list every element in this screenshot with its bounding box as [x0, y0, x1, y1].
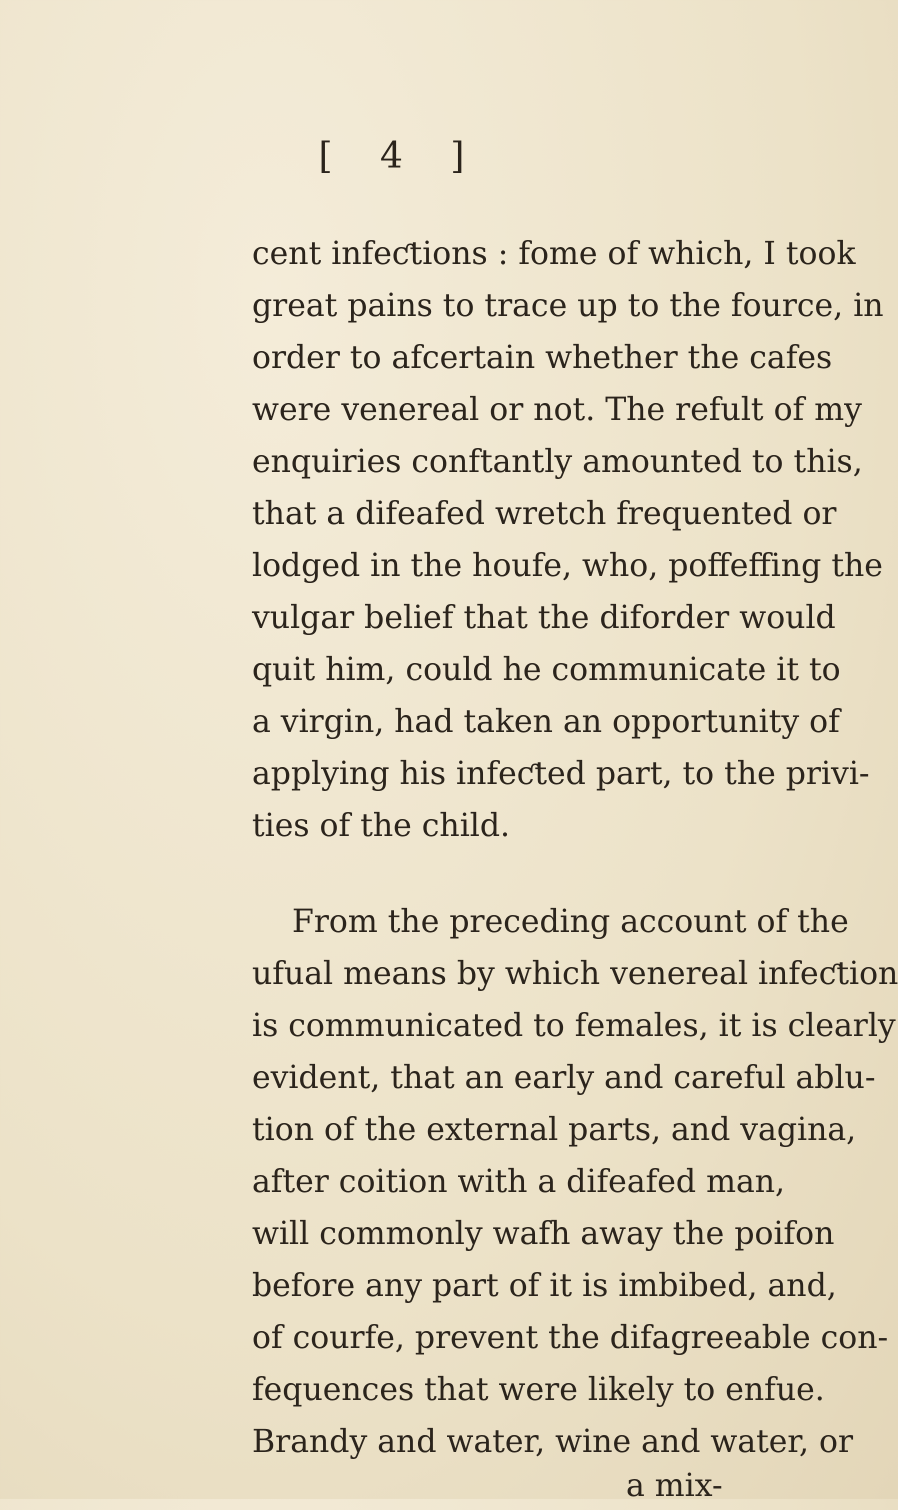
text-line: is communicated to females, it is clearly	[252, 1008, 896, 1044]
text-line: fequences that were likely to enfue.	[252, 1372, 825, 1408]
text-line: cent infeƈtions : fome of which, I took	[252, 236, 856, 272]
text-line: From the preceding account of the	[292, 904, 849, 940]
page-number: [ 4 ]	[318, 136, 483, 177]
text-line: lodged in the houfe, who, poffeffing the	[252, 548, 883, 584]
text-line: before any part of it is imbibed, and,	[252, 1268, 837, 1304]
text-line: tion of the external parts, and vagina,	[252, 1112, 857, 1148]
text-line: after coition with a difeafed man,	[252, 1164, 786, 1200]
text-line: great pains to trace up to the fource, in	[252, 288, 884, 324]
text-line: of courfe, prevent the difagreeable con-	[252, 1320, 889, 1356]
text-line: Brandy and water, wine and water, or	[252, 1424, 854, 1460]
text-line: ufual means by which venereal infeƈtion	[252, 956, 898, 992]
text-line: vulgar belief that the diforder would	[252, 600, 836, 636]
text-line: applying his infeƈted part, to the privi-	[252, 756, 870, 792]
catchword: a mix-	[626, 1468, 723, 1504]
text-line: will commonly wafh away the poifon	[252, 1216, 835, 1252]
text-line: quit him, could he communicate it to	[252, 652, 841, 688]
text-line: were venereal or not. The refult of my	[252, 392, 862, 428]
text-line: evident, that an early and careful ablu-	[252, 1060, 876, 1096]
text-line: that a difeafed wretch frequented or	[252, 496, 837, 532]
text-line: order to afcertain whether the cafes	[252, 340, 833, 376]
text-line: ties of the child.	[252, 808, 511, 844]
text-line: enquiries conftantly amounted to this,	[252, 444, 863, 480]
text-line: a virgin, had taken an opportunity of	[252, 704, 840, 740]
